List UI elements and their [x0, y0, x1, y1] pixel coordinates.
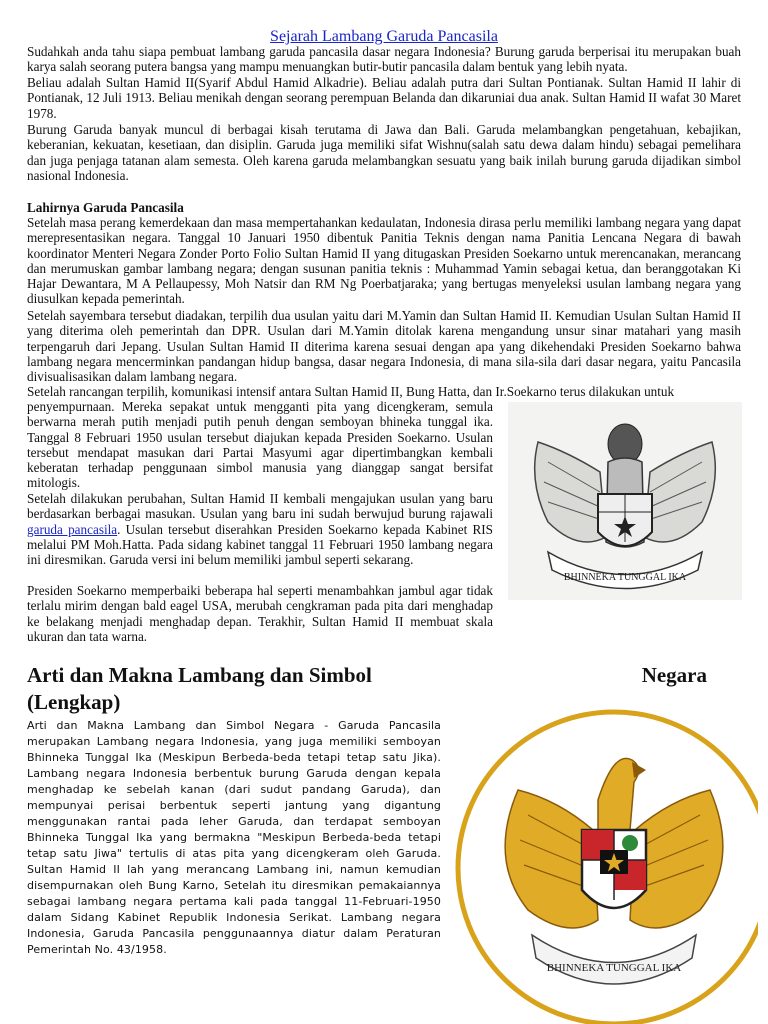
- changes-text-b: . Usulan tersebut diserahkan Presiden Soekarno kepada Kabinet RIS melalui PM Moh.Hatta. Pada sidang kabinet tanggal 11 Februari 1950 lambang negara ini diresmikan. Garuda versi ini belum memiliki jambul seperti sekarang.: [27, 521, 493, 568]
- paragraph-soekarno: Presiden Soekarno memperbaiki beberapa hal seperti menambahkan jambul agar tidak terlalu mirim dengan bald eagel USA, merubah cengkraman pada pita dari menghadap ke belakang menjadi menghadap depan. Terakhir, Sultan Hamid II membuat skala ukuran dan tata warna.: [27, 583, 493, 644]
- paragraph-selection: Setelah sayembara tersebut diadakan, terpilih dua usulan yaitu dari M.Yamin dan Sultan Hamid II. Kemudian Usulan Sultan Hamid II yang diterima oleh pemerintah dan DPR. Usulan dari M.Yamin ditolak karena mengandung unsur sinar matahari yang masih terpengaruh dari Jepang. Usulan Sultan Hamid II diterima karena sesuai dengan apa yang dikehendaki Presiden Soekarno bahwa lambang negara mencerminkan pandangan hidup bangsa, dasar negara Indonesia, di mana sila-sila dari dasar negara, yaitu Pancasila divisualisasikan dalam lambang negara.: [27, 308, 741, 385]
- section2-heading-right: Negara: [641, 663, 707, 687]
- garuda-pancasila-link[interactable]: garuda pancasila: [27, 521, 118, 537]
- paragraph-refinement: penyempurnaan. Mereka sepakat untuk mengganti pita yang dicengkeram, semula berwarna merah putih menjadi putih penuh dengan semboyan bhineka tunggal ika. Tanggal 8 Februari 1950 usulan tersebut diajukan kepada Presiden Soekarno. Usulan tersebut mendapat masukan dari Partai Masyumi agar dipertimbangkan kembali keberatan terhadap penggunaan simbol manusia yang dianggap sangat bersifat mitologis.: [27, 399, 493, 491]
- section2-heading-line2: (Lengkap): [27, 690, 121, 714]
- paragraph-intro: Sudahkah anda tahu siapa pembuat lambang garuda pancasila dasar negara Indonesia? Burung garuda berperisai itu merupakan buah karya salah seorang putera bangsa yang mampu menuangkan butir-butir pancasila dalam bentuk yang lebih nyata.: [27, 44, 741, 75]
- paragraph-sultan: Beliau adalah Sultan Hamid II(Syarif Abdul Hamid Alkadrie). Beliau adalah putra dari Sultan Pontianak. Sultan Hamid II lahir di Pontianak, 12 Juli 1913. Beliau menikah dengan seorang perempuan Belanda dan dikaruniai dua anak. Sultan Hamid II wafat 30 Maret 1978.: [27, 75, 741, 121]
- subheading: Lahirnya Garuda Pancasila: [27, 200, 184, 215]
- paragraph-refinement-start: Setelah rancangan terpilih, komunikasi intensif antara Sultan Hamid II, Bung Hatta, dan Ir.Soekarno terus dilakukan untuk: [27, 384, 675, 399]
- paragraph-history: Setelah masa perang kemerdekaan dan masa mempertahankan kedaulatan, Indonesia dirasa perlu memiliki lambang negara yang dapat merepresentasikan negara. Tanggal 10 Januari 1950 dibentuk Panitia Teknis dengan nama Panitia Lencana Negara di bawah koordinator Menteri Negara Zonder Porto Folio Sultan Hamid II yang ditugaskan Presiden Soekarno untuk merencanakan, merancang dan merumuskan gambar lambang negara; dengan susunan panitia teknis : Muhammad Yamin sebagai ketua, dan beranggotakan Ki Hajar Dewantara, M A Pellaupessy, Moh Natsir dan RM Ng Poerbatjaraka; yang bertugas menyeleksi usulan lambang negara yang diusulkan kepada pemerintah.: [27, 215, 741, 307]
- garuda-color-image: [448, 690, 758, 1024]
- changes-text-a: Setelah dilakukan perubahan, Sultan Hamid II kembali mengajukan usulan yang baru berdasarkan berbagai masukan. Usulan yang baru ini sudah berwujud burung rajawali: [27, 491, 493, 522]
- title-link[interactable]: Sejarah Lambang Garuda Pancasila: [270, 28, 498, 45]
- section2-body: Arti dan Makna Lambang dan Simbol Negara - Garuda Pancasila merupakan Lambang negara Indonesia, yang juga memiliki semboyan Bhinneka Tunggal Ika (Meskipun Berbeda-beda tetapi tetap satu Jika). Lambang negara Indonesia berbentuk burung Garuda dengan kepala menghadap ke sebelah kanan (dari sudut pandang Garuda), dan mempunyai perisai berbentuk seperti jantung yang digantung menggunakan rantai pada leher Garuda, dan terdapat semboyan Bhinneka Tunggal Ika yang bermakna "Meskipun Berbeda-beda tetapi tetap satu Jiwa" tertulis di atas pita yang dicengkeram oleh Garuda. Sultan Hamid II lah yang merancang Lambang ini, namun kemudian disempurnakan oleh Bung Karno, Setelah itu diresmikan pemakaiannya sebagai lambang negara pertama kali pada tanggal 11-Februari-1950 dalam Sidang Kabinet Republik Indonesia Serikat. Lambang negara Indonesia, Garuda Pancasila penggunaannya diatur dalam Peraturan Pemerintah No. 43/1958.: [27, 719, 441, 956]
- section2-heading-left: Arti dan Makna Lambang dan Simbol: [27, 663, 372, 687]
- garuda-sketch-image: [508, 402, 742, 600]
- paragraph-garuda: Burung Garuda banyak muncul di berbagai kisah terutama di Jawa dan Bali. Garuda melambangkan pengetahuan, kebajikan, keberanian, kekuatan, kesetiaan, dan disiplin. Garuda juga memiliki sifat Wishnu(salah satu dewa dalam hindu) sebagai pemelihara dan juga penjaga tatanan alam semesta. Oleh karena garuda melambangkan sesuatu yang baik inilah burung garuda dijadikan simbol nasional Indonesia.: [27, 122, 741, 183]
- sketch-ribbon-text: BHINNEKA TUNGGAL IKA: [563, 572, 687, 583]
- color-ribbon-text: BHINNEKA TUNGGAL IKA: [546, 962, 682, 974]
- paragraph-changes: [27, 491, 493, 567]
